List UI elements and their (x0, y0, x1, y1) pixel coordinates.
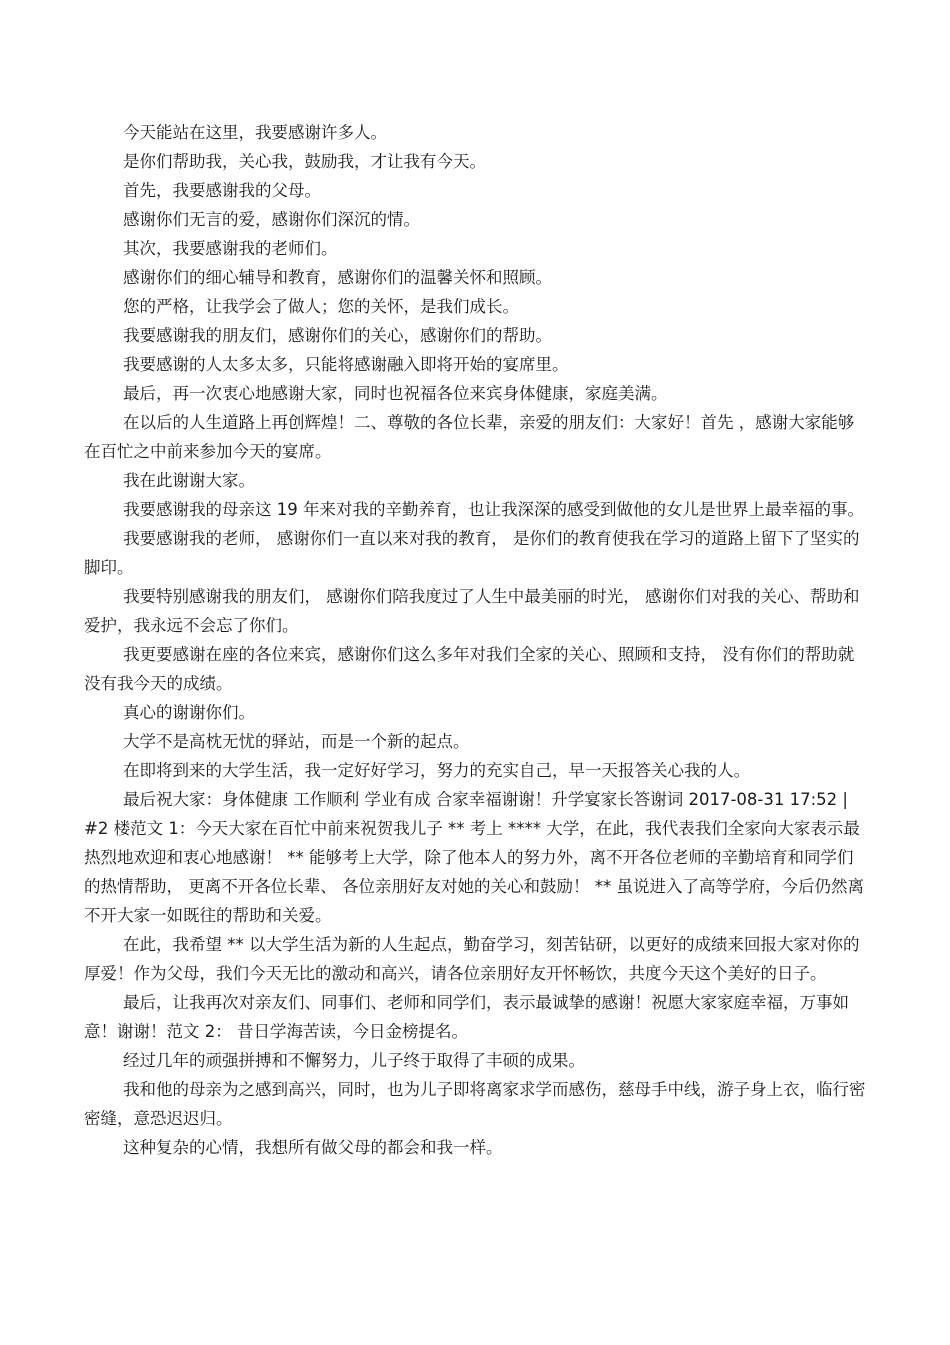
paragraph: 您的严格，让我学会了做人；您的关怀，是我们成长。 (123, 297, 519, 316)
paragraph: 其次，我要感谢我的老师们。 (123, 239, 338, 258)
paragraph: 首先，我要感谢我的父母。 (123, 181, 321, 200)
paragraph: 大学不是高枕无忧的驿站，而是一个新的起点。 (123, 732, 470, 751)
paragraph: 我要特别感谢我的朋友们， 感谢你们陪我度过了人生中最美丽的时光， 感谢你们对我的关心、帮助和爱护，我永远不会忘了你们。 (84, 587, 860, 635)
document-body (84, 118, 866, 1162)
paragraph: 真心的谢谢你们。 (123, 703, 255, 722)
paragraph: 在此，我希望 ** 以大学生活为新的人生起点，勤奋学习，刻苦钻研，以更好的成绩来回报大家对你的厚爱！作为父母，我们今天无比的激动和高兴，请各位亲朋好友开怀畅饮，共度今天这个美好的日子。 (84, 935, 860, 983)
paragraph: 最后，再一次衷心地感谢大家，同时也祝福各位来宾身体健康，家庭美满。 (123, 384, 668, 403)
paragraph: 感谢你们的细心辅导和教育，感谢你们的温馨关怀和照顾。 (123, 268, 552, 287)
paragraph: 我要感谢我的老师， 感谢你们一直以来对我的教育， 是你们的教育使我在学习的道路上留下了坚实的脚印。 (84, 529, 860, 577)
paragraph: 在即将到来的大学生活，我一定好好学习，努力的充实自己，早一天报答关心我的人。 (123, 761, 750, 780)
paragraph: 我更要感谢在座的各位来宾，感谢你们这么多年对我们全家的关心、照顾和支持， 没有你们的帮助就没有我今天的成绩。 (84, 645, 855, 693)
paragraph: 我要感谢的人太多太多，只能将感谢融入即将开始的宴席里。 (123, 355, 569, 374)
paragraph: 经过几年的顽强拼搏和不懈努力，儿子终于取得了丰硕的成果。 (123, 1051, 585, 1070)
paragraph: 是你们帮助我，关心我，鼓励我，才让我有今天。 (123, 152, 486, 171)
paragraph: 最后祝大家：身体健康 工作顺利 学业有成 合家幸福谢谢！升学宴家长答谢词 2017-08-31 17:52 | #2 楼范文 1：今天大家在百忙中前来祝贺我儿子 ** 考上 **** 大学，在此，我代表我们全家向大家表示最热烈地欢迎和衷心地感谢！ ** 能够考上大学，除了他本人的努力外，离不开各位老师的辛勤培育和同学们的热情帮助， 更离不开各位长辈、 各位亲朋好友对她的关心和鼓励！ ** 虽说进入了高等学府，今后仍然离不开大家一如既往的帮助和关爱。 (84, 790, 864, 925)
paragraph: 感谢你们无言的爱，感谢你们深沉的情。 (123, 210, 420, 229)
paragraph: 我要感谢我的母亲这 19 年来对我的辛勤养育，也让我深深的感受到做他的女儿是世界上最幸福的事。 (123, 500, 864, 519)
paragraph: 我和他的母亲为之感到高兴，同时，也为儿子即将离家求学而感伤，慈母手中线，游子身上衣，临行密密缝，意恐迟迟归。 (84, 1080, 866, 1128)
paragraph: 我要感谢我的朋友们，感谢你们的关心，感谢你们的帮助。 (123, 326, 552, 345)
paragraph: 今天能站在这里，我要感谢许多人。 (123, 123, 387, 142)
paragraph: 这种复杂的心情，我想所有做父母的都会和我一样。 (123, 1138, 503, 1157)
paragraph: 我在此谢谢大家。 (123, 471, 255, 490)
paragraph: 最后，让我再次对亲友们、同事们、老师和同学们，表示最诚挚的感谢！祝愿大家家庭幸福，万事如意！谢谢！范文 2： 昔日学海苦读，今日金榜提名。 (84, 993, 849, 1041)
paragraph: 在以后的人生道路上再创辉煌！二、尊敬的各位长辈，亲爱的朋友们：大家好！首先 ，感谢大家能够在百忙之中前来参加今天的宴席。 (84, 413, 855, 461)
